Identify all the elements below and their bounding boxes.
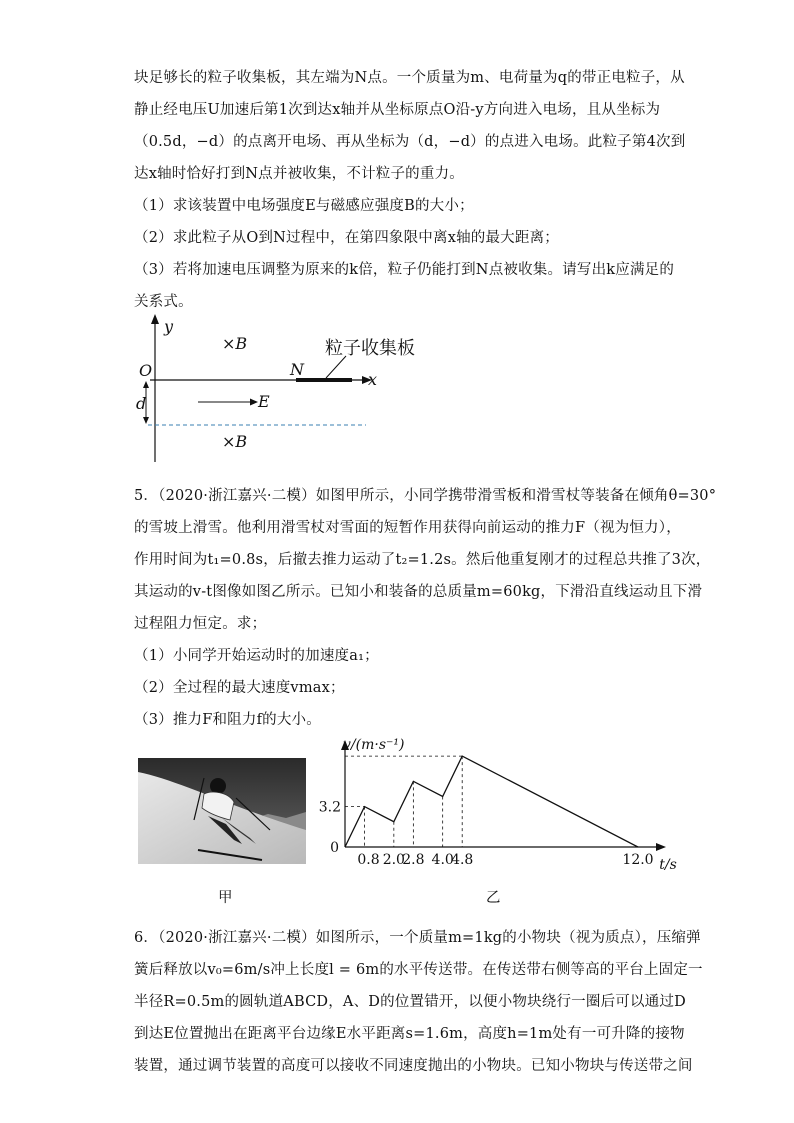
- caption-yi: 乙: [486, 890, 501, 906]
- x-label: x: [368, 370, 378, 389]
- problem6-heading: 6．（2020·浙江嘉兴·二模）如图所示，一个质量m=1kg的小物块（视为质点），压缩弹: [134, 930, 701, 946]
- y-arrowhead: [151, 314, 159, 324]
- text-line: （3）推力F和阻力f的大小。: [134, 712, 321, 728]
- skier-photo: [138, 758, 306, 864]
- x-axis-arrow: [656, 843, 666, 851]
- text-line: （2）全过程的最大速度vmax；: [134, 680, 345, 696]
- text-line: 过程阻力恒定。求；: [134, 616, 267, 632]
- field-diagram: [130, 312, 415, 472]
- origin-label: 0: [330, 840, 339, 856]
- text-line: （2）求此粒子从O到N过程中，在第四象限中离x轴的最大距离；: [134, 230, 559, 246]
- text-line: 关系式。: [134, 294, 193, 310]
- text-line: 装置，通过调节装置的高度可以接收不同速度抛出的小物块。已知小物块与传送带之间: [134, 1058, 693, 1074]
- text-line: 达x轴时恰好打到N点并被收集，不计粒子的重力。: [134, 166, 464, 182]
- text-line: （1）求该装置中电场强度E与磁感应强度B的大小；: [134, 198, 474, 214]
- x-tick-label: 2.8: [402, 852, 425, 868]
- x-tick-label: 2.0: [382, 852, 405, 868]
- text-line: 的雪坡上滑雪。他利用滑雪杖对雪面的短暂作用获得向前运动的推力F（视为恒力），: [134, 520, 681, 536]
- origin-label: O: [139, 361, 153, 380]
- text-line: （0.5d，−d）的点离开电场、再从坐标为（d，−d）的点进入电场。此粒子第4次到: [134, 134, 686, 150]
- x-tick-label: 4.0: [431, 852, 454, 868]
- b-label-top: ×B: [222, 334, 248, 353]
- y-tick-label: 3.2: [318, 799, 341, 816]
- x-tick-label: 0.8: [357, 852, 380, 868]
- caption-jia: 甲: [218, 890, 233, 906]
- y-axis-label: v/(m·s⁻¹): [343, 737, 405, 753]
- text-line: 块足够长的粒子收集板，其左端为N点。一个质量为m、电荷量为q的带正电粒子，从: [134, 70, 685, 86]
- n-label: N: [290, 360, 304, 379]
- text-line: 其运动的v-t图像如图乙所示。已知小和装备的总质量m=60kg，下滑沿直线运动且下滑: [134, 584, 703, 600]
- text-line: （3）若将加速电压调整为原来的k倍，粒子仍能打到N点被收集。请写出k应满足的: [134, 262, 675, 278]
- series-line: [345, 756, 638, 847]
- text-line: 半径R=0.5m的圆轨道ABCD，A、D的位置错开，以便小物块绕行一圈后可以通过D: [134, 994, 686, 1010]
- text-line: 作用时间为t₁=0.8s，后撤去推力运动了t₂=1.2s。然后他重复刚才的过程总共推了3次，: [134, 552, 711, 568]
- x-tick-label: 12.0: [622, 852, 654, 868]
- vt-chart: [318, 730, 694, 880]
- plate-label: 粒子收集板: [325, 338, 415, 359]
- x-tick-label: 4.8: [451, 852, 474, 868]
- text-line: 到达E位置抛出在距离平台边缘E水平距离s=1.6m，高度h=1m处有一可升降的接物: [134, 1026, 685, 1042]
- text-line: （1）小同学开始运动时的加速度a₁；: [134, 648, 379, 664]
- text-line: 静止经电压U加速后第1次到达x轴并从坐标原点O沿-y方向进入电场，且从坐标为: [134, 102, 661, 118]
- plate-pointer: [326, 356, 346, 378]
- y-label: y: [164, 317, 174, 336]
- e-label: E: [258, 392, 270, 411]
- x-axis-label: t/s: [659, 857, 677, 873]
- b-label-bottom: ×B: [222, 432, 248, 451]
- text-line: 簧后释放以v₀=6m/s冲上长度l = 6m的水平传送带。在传送带右侧等高的平台上固定一: [134, 962, 703, 978]
- problem5-heading: 5．（2020·浙江嘉兴·二模）如图甲所示，小同学携带滑雪板和滑雪杖等装备在倾角θ=30°: [134, 488, 717, 504]
- d-label: d: [136, 394, 147, 413]
